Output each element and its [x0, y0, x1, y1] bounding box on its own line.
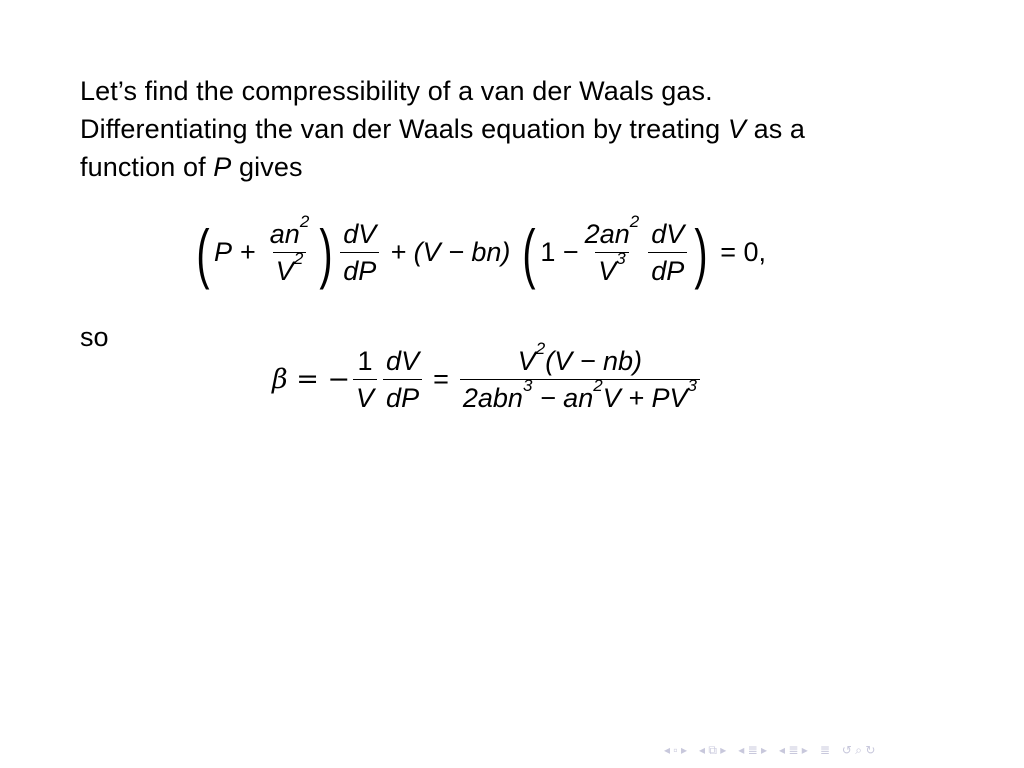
var-P: P: [213, 152, 232, 182]
fraction-dV-dP-3: $\frac{dV}{dP}$: [383, 345, 422, 414]
fraction-an2-over-V2: $\frac{an^2}{V^2}$: [269, 212, 310, 286]
section-icon[interactable]: ◂ ≣ ▸: [738, 743, 768, 757]
intro-paragraph: [80, 72, 940, 186]
compressibility-equation: β = − $\frac{1}{V}$ $\frac{dV}{dP}$ = $\frac{V^2(V - nb)}{2abn^3 - an^2V + PV^3}$: [272, 345, 703, 414]
fraction-1-over-V: $\frac{1}{V}$: [353, 345, 377, 414]
fraction-dV-dP-2: $\frac{dV}{dP}$: [648, 218, 687, 287]
beamer-navigation: [664, 740, 875, 760]
fraction-dV-dP: $\frac{dV}{dP}$: [340, 218, 379, 287]
align-icon[interactable]: ≣: [819, 743, 830, 757]
search-icon[interactable]: ↺ ⌕ ↻: [841, 742, 876, 757]
so-label: so: [80, 322, 109, 352]
fraction-2an2-over-V3: $\frac{2an^2}{V^3}$: [584, 212, 640, 286]
subsection-icon[interactable]: ◂ ≣ ▸: [779, 743, 808, 757]
intro-line-1: Let’s find the compressibility of a van der Waals gas.: [80, 76, 713, 106]
nav-left-arrow-icon[interactable]: ◂ ▫ ▸: [664, 743, 687, 757]
fraction-beta-result: $\frac{V^2(V - nb)}{2abn^3 - an^2V + PV^3}$: [460, 345, 700, 414]
left-paren-2: (: [522, 215, 536, 290]
left-paren: (: [196, 215, 210, 290]
intro-line-3: function of P gives: [80, 152, 303, 182]
right-paren-2: ): [694, 215, 708, 290]
right-paren: ): [319, 215, 333, 290]
differential-equation: ( P + $\frac{an^2}{V^2}$ ) $\frac{dV}{dP}$ + (V − bn) ( 1 − $\frac{2an^2}{V^3}$ $\frac{dV}{dP}$ ) = 0,: [196, 212, 767, 290]
var-V: V: [727, 114, 746, 144]
frame-icon[interactable]: ◂ ⧉ ▸: [698, 742, 727, 757]
intro-line-2: Differentiating the van der Waals equation by treating V as a: [80, 114, 806, 144]
